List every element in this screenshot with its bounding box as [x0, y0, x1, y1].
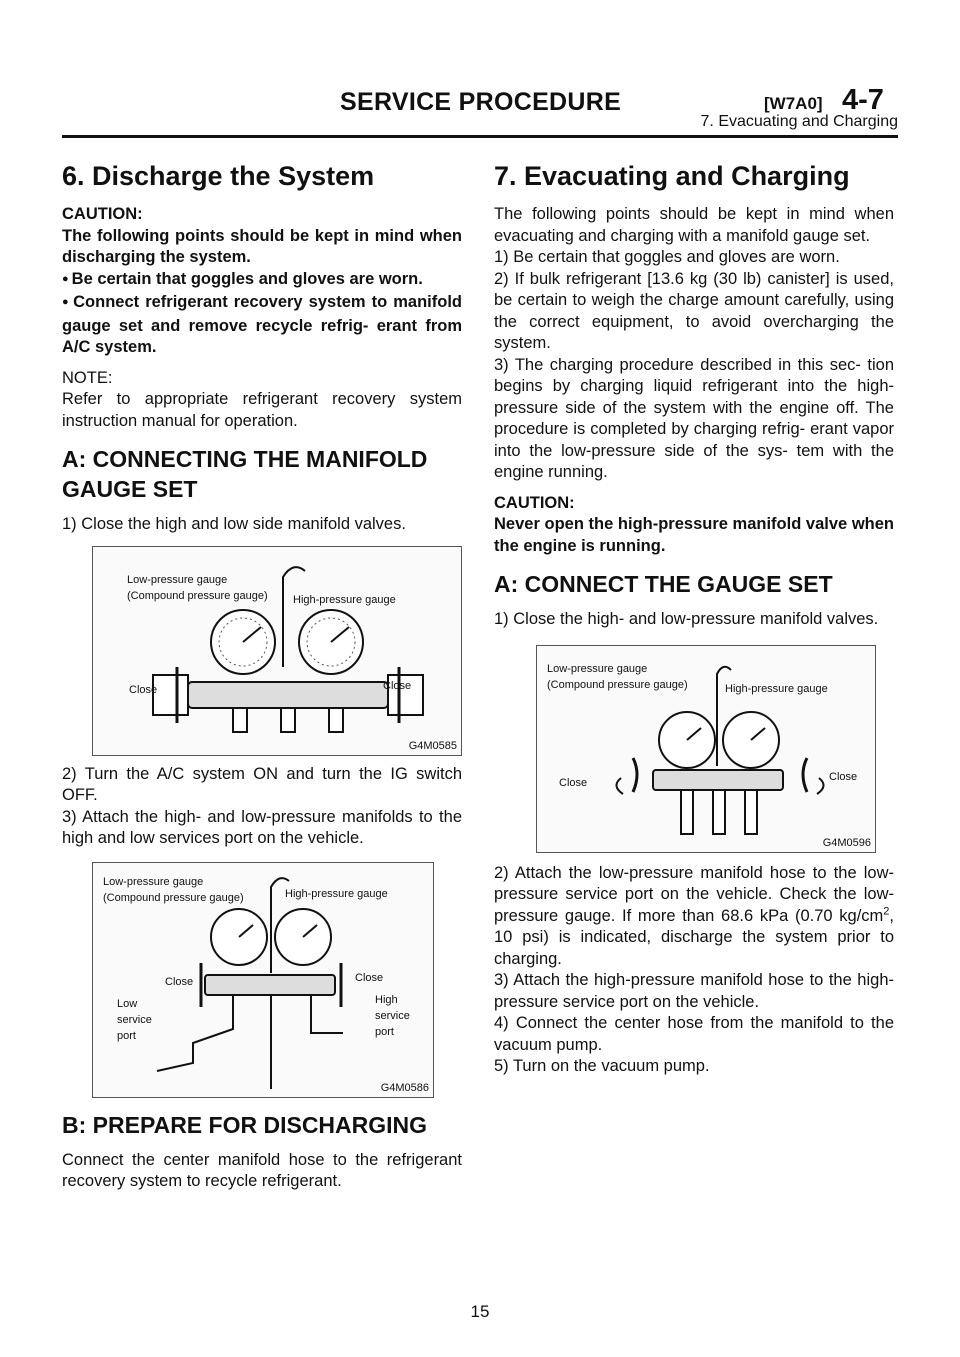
- caution-label: CAUTION:: [62, 205, 143, 223]
- page-number: 15: [470, 1302, 490, 1321]
- fig2-label-compound: (Compound pressure gauge): [103, 891, 244, 904]
- figure-gauge-set: [536, 645, 876, 853]
- fig2-label-close-right: Close: [355, 971, 384, 984]
- figure-manifold-closed: [92, 546, 462, 756]
- evacuating-intro: The following points should be kept in mind when evacuating and charging with a manifold gauge set.: [494, 205, 894, 245]
- right-column: [494, 150, 894, 1078]
- manifold-gauge-illustration: [93, 547, 461, 755]
- connect-gauge-step-3: 3) Attach the high-pressure manifold hose to the high- pressure service port on the vehicle.: [494, 971, 894, 1011]
- fig2-label-low-port-2: service: [117, 1013, 152, 1026]
- evacuating-point-3: 3) The charging procedure described in this sec- tion begins by charging liquid refrigerant into the high- pressure side of the system with the engine off. The procedure is completed by charging refrig- erant vapor into the low-pressure side of the sys- tem with the engine running.: [494, 355, 894, 481]
- header-title: SERVICE PROCEDURE: [340, 88, 622, 116]
- fig2-label-low-port-1: Low: [117, 997, 138, 1010]
- discharge-heading: 6. Discharge the System: [62, 161, 375, 191]
- connect-gauge-step-2: 2) Attach the low-pressure manifold hose to the low- pressure service port on the vehicle. Check the low- pressure gauge. If more than 68.6 kPa (0.70 $kg/cm^2$, 10 psi) is indicated, discharge the system prior to charging.: [494, 863, 894, 968]
- fig1-label-close-right: Close: [383, 679, 412, 692]
- section-a-step-1: 1) Close the high and low side manifold valves.: [62, 515, 406, 533]
- fig2-label-high-port-1: High: [375, 993, 398, 1006]
- fig3-code: G4M0596: [822, 836, 871, 849]
- note-text: Refer to appropriate refrigerant recovery system instruction manual for operation.: [62, 390, 462, 430]
- caution-bullet-2: Connect refrigerant recovery system to manifold gauge set and remove recycle refrig- erant from A/C system.: [62, 293, 462, 356]
- fig2-label-low-port-3: port: [117, 1029, 136, 1042]
- fig2-label-high-port-2: service: [375, 1009, 410, 1022]
- fig3-label-high: High-pressure gauge: [725, 682, 828, 695]
- header-section-number: 4-7: [842, 84, 884, 116]
- header-subtitle: 7. Evacuating and Charging: [700, 113, 898, 130]
- connect-gauge-step-1: 1) Close the high- and low-pressure manifold valves.: [494, 610, 879, 628]
- fig1-code: G4M0585: [408, 739, 457, 752]
- gauge-set-illustration: [537, 646, 875, 852]
- section-a-step-3: 3) Attach the high- and low-pressure manifolds to the high and low services port on the vehicle.: [62, 807, 462, 847]
- fig1-label-compound: (Compound pressure gauge): [127, 589, 268, 602]
- fig2-label-high-port-3: port: [375, 1025, 394, 1038]
- manifold-ports-illustration: [93, 863, 433, 1097]
- header-code: [W7A0]: [764, 94, 823, 113]
- fig2-label-high: High-pressure gauge: [285, 887, 388, 900]
- section-a-heading: A: CONNECTING THE MANIFOLD GAUGE SET: [62, 446, 428, 502]
- fig2-code: G4M0586: [380, 1081, 429, 1094]
- superscript-2: 2: [883, 905, 890, 917]
- caution-text: The following points should be kept in mind when discharging the system.: [62, 226, 462, 266]
- caution-bullet-1: Be certain that goggles and gloves are worn.: [71, 269, 423, 288]
- connect-gauge-step-4: 4) Connect the center hose from the manifold to the vacuum pump.: [494, 1014, 894, 1054]
- section-b-text: Connect the center manifold hose to the refrigerant recovery system to recycle refrigerant.: [62, 1150, 462, 1190]
- right-caution-label: CAUTION:: [494, 493, 575, 512]
- fig1-label-low: Low-pressure gauge: [127, 573, 228, 586]
- evacuating-point-1: 1) Be certain that goggles and gloves are worn.: [494, 248, 840, 266]
- fig3-label-compound: (Compound pressure gauge): [547, 678, 688, 691]
- section-b-heading: B: PREPARE FOR DISCHARGING: [62, 1111, 428, 1138]
- evacuating-point-2: 2) If bulk refrigerant [13.6 kg (30 lb) canister] is used, be certain to weigh the charge amount carefully, using the correct equipment, to avoid overcharging the system.: [494, 269, 894, 352]
- header-rule: [62, 135, 898, 138]
- page-header: [0, 0, 960, 140]
- evacuating-heading: 7. Evacuating and Charging: [494, 161, 850, 191]
- connect-gauge-step-5: 5) Turn on the vacuum pump.: [494, 1057, 710, 1075]
- fig3-label-close-right: Close: [829, 770, 858, 783]
- section-a-step-2: 2) Turn the A/C system ON and turn the IG switch OFF.: [62, 764, 462, 804]
- right-caution-text: Never open the high-pressure manifold valve when the engine is running.: [494, 515, 894, 555]
- fig2-label-close-left: Close: [165, 975, 194, 988]
- fig1-label-close-left: Close: [129, 683, 158, 696]
- note-label: NOTE:: [62, 368, 113, 387]
- fig3-label-low: Low-pressure gauge: [547, 662, 648, 675]
- fig3-label-close-left: Close: [559, 776, 588, 789]
- figure-manifold-ports: [92, 862, 434, 1098]
- fig2-label-low: Low-pressure gauge: [103, 875, 204, 888]
- connect-gauge-heading: A: CONNECT THE GAUGE SET: [494, 571, 833, 597]
- fig1-label-high: High-pressure gauge: [293, 593, 396, 606]
- left-column: [62, 150, 462, 1193]
